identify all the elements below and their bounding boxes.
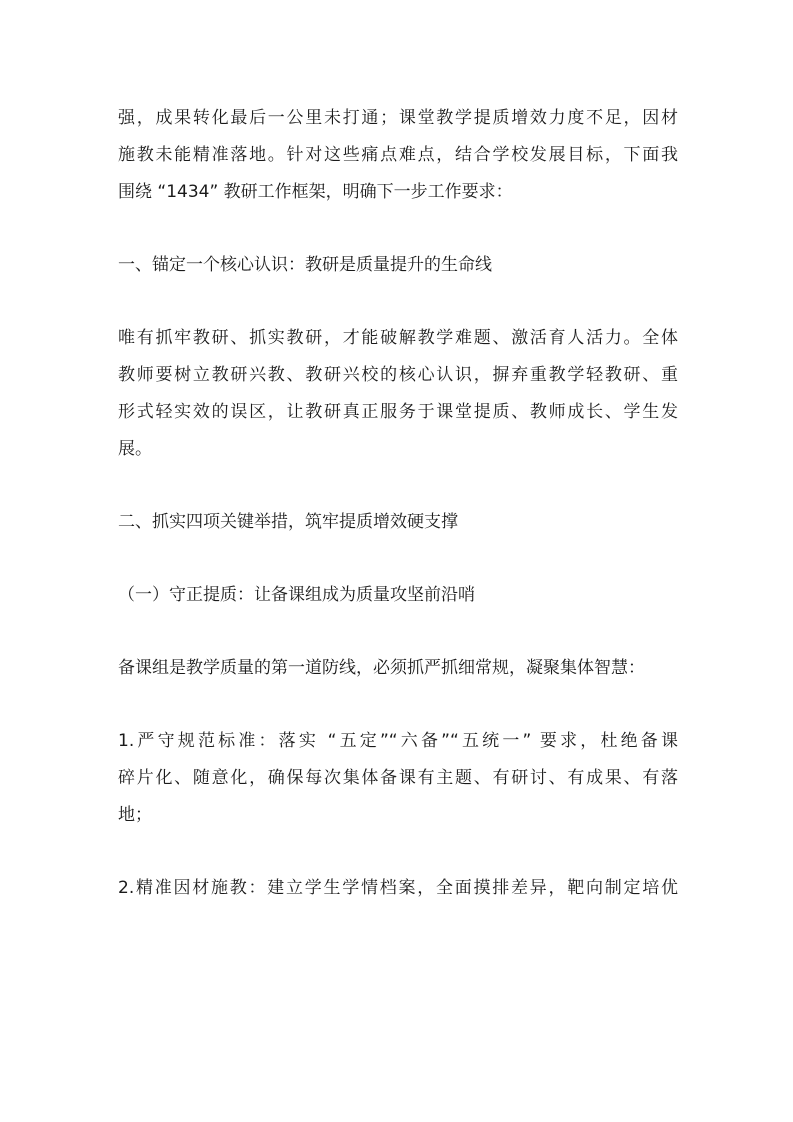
text-line: 地； — [118, 805, 152, 825]
paragraph-prep-group — [118, 650, 678, 687]
text-line: 施教未能精准落地。针对这些痛点难点，结合学校发展目标，下面我 — [118, 145, 678, 165]
text-line: 展。 — [118, 439, 152, 459]
list-item-1 — [118, 723, 678, 834]
section-heading: 二、抓实四项关键举措，筑牢提质增效硬支撑 — [118, 512, 458, 532]
text-line: 强，成果转化最后一公里未打通；课堂教学提质增效力度不足，因材 — [118, 108, 678, 128]
subsection-heading: （一）守正提质：让备课组成为质量攻坚前沿哨 — [118, 585, 475, 605]
text-line: 教师要树立教研兴教、教研兴校的核心认识，摒弃重教学轻教研、重 — [118, 365, 678, 385]
paragraph-intro — [118, 100, 678, 211]
heading-subsection-1 — [118, 577, 678, 614]
text-line: 围绕 “1434” 教研工作框架，明确下一步工作要求： — [118, 182, 513, 202]
document-body — [118, 100, 678, 907]
text-line: 碎片化、随意化，确保每次集体备课有主题、有研讨、有成果、有落 — [118, 768, 678, 788]
heading-section-1 — [118, 247, 678, 284]
text-line: 2.精准因材施教：建立学生学情档案，全面摸排差异，靶向制定培优 — [118, 878, 678, 898]
text-line: 1.严守规范标准：落实 “五定”“六备”“五统一” 要求，杜绝备课 — [118, 731, 678, 751]
section-heading: 一、锚定一个核心认识：教研是质量提升的生命线 — [118, 255, 492, 275]
text-line: 备课组是教学质量的第一道防线，必须抓严抓细常规，凝聚集体智慧： — [118, 658, 645, 678]
list-item-2 — [118, 870, 678, 907]
heading-section-2 — [118, 504, 678, 541]
text-line: 唯有抓牢教研、抓实教研，才能破解教学难题、激活育人活力。全体 — [118, 328, 678, 348]
paragraph-core-understanding — [118, 320, 678, 468]
text-line: 形式轻实效的误区，让教研真正服务于课堂提质、教师成长、学生发 — [118, 402, 678, 422]
